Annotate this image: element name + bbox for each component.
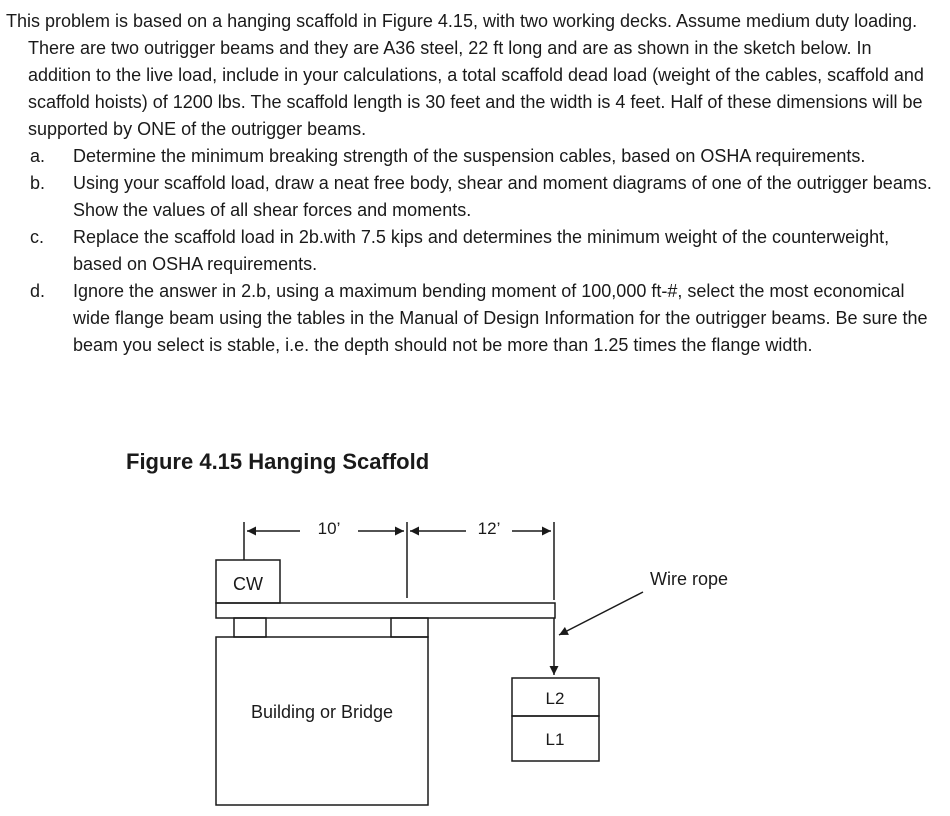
task-letter: c.: [30, 227, 45, 247]
task-letter: a.: [30, 146, 46, 166]
task-text: Ignore the answer in 2.b, using a maximum bending moment of 100,000 ft-#, select the most economical wide flange beam using the tables in the Manual of Design Information for the outrigger beams. Be sure the beam you select is stable, i.e. the depth should not be more than 1.25 times the flange width.: [73, 281, 928, 355]
building-label: Building or Bridge: [250, 702, 394, 722]
outrigger-beam: [216, 603, 555, 618]
counterweight-label: CW: [233, 574, 263, 594]
dimension-label-left: 10’: [317, 519, 341, 538]
support-block-left: [234, 618, 266, 637]
task-letter: b.: [30, 173, 46, 193]
task-text: Using your scaffold load, draw a neat free body, shear and moment diagrams of one of the outrigger beams. Show the values of all shear forces and moments.: [73, 173, 932, 220]
support-block-right: [391, 618, 428, 637]
dimension-label-right: 12’: [477, 519, 501, 538]
deck-lower-label: L1: [545, 730, 565, 749]
task-text: Replace the scaffold load in 2b.with 7.5 kips and determines the minimum weight of the counterweight, based on OSHA requirements.: [73, 227, 890, 274]
task-letter: d.: [30, 281, 46, 301]
figure-title: Figure 4.15 Hanging Scaffold: [126, 449, 430, 474]
wire-rope-label: Wire rope: [650, 569, 729, 589]
wire-rope-leader: [559, 592, 643, 635]
problem-intro: This problem is based on a hanging scaffold in Figure 4.15, with two working decks. Assume medium duty loading. There are two outrigger beams and they are A36 steel, 22 ft long and are as shown in the sketch below. In addition to the live load, include in your calculations, a total scaffold dead load (weight of the cables, scaffold and scaffold hoists) of 1200 lbs. The scaffold length is 30 feet and the width is 4 feet. Half of these dimensions will be supported by ONE of the outrigger beams.: [6, 11, 924, 139]
task-text: Determine the minimum breaking strength of the suspension cables, based on OSHA requirements.: [73, 146, 866, 166]
deck-upper-label: L2: [545, 689, 565, 708]
